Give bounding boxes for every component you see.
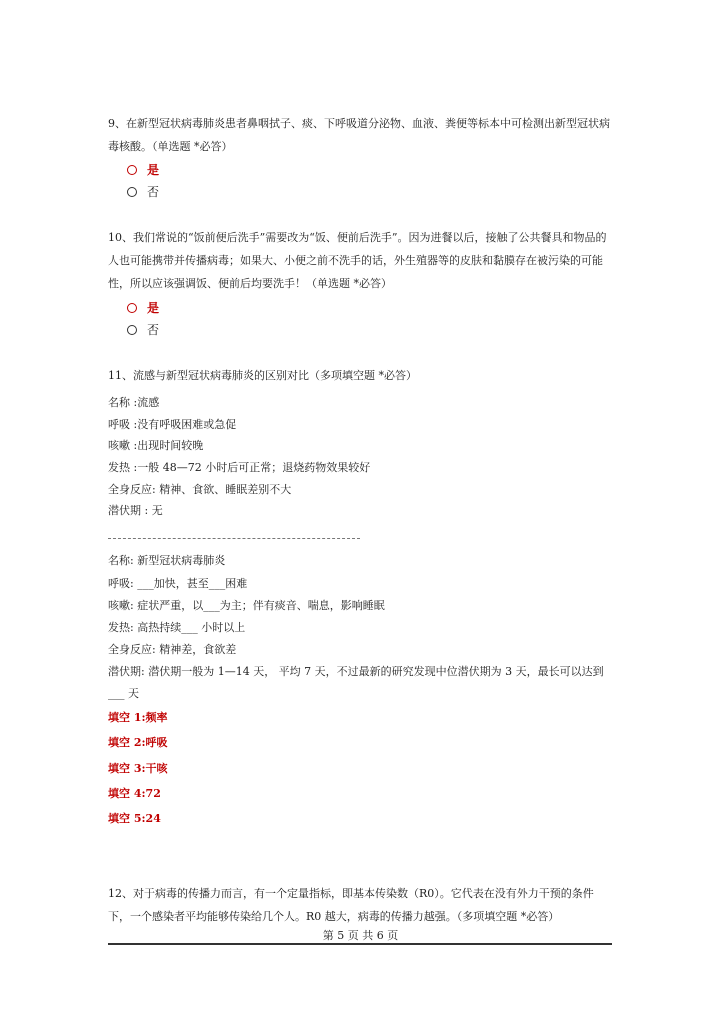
radio-icon: [127, 303, 137, 313]
dashed-divider: [108, 538, 360, 539]
covid-cough: 咳嗽: 症状严重，以___为主；伴有痰音、喘息，影响睡眠: [108, 599, 385, 612]
question-10-text: 10、我们常说的“饭前便后洗手”需要改为“饭、便前后洗手”。因为进餐以后，接触了公共餐具和物品的人也可能携带并传播病毒；如果大、小便之前不洗手的话，外生殖器等的皮肤和黏膜存在被污染的可能性，所以应该强调饭、便前后均要洗手！（单选题 *必答）: [108, 231, 607, 290]
flu-incubation: 潜伏期 : 无: [108, 504, 163, 517]
answer-2: 填空 2:呼吸: [108, 736, 168, 749]
q10-option-yes[interactable]: [127, 298, 159, 318]
q9-option-yes[interactable]: [127, 160, 159, 180]
covid-breathing: 呼吸: ___加快，甚至___困难: [108, 577, 248, 590]
answer-5: 填空 5:24: [108, 812, 161, 825]
option-label: 否: [147, 185, 160, 199]
q9-option-no[interactable]: [127, 182, 159, 202]
flu-cough: 咳嗽 :出现时间较晚: [108, 439, 204, 452]
covid-fever: 发热: 高热持续___ 小时以上: [108, 621, 246, 634]
answer-1: 填空 1:频率: [108, 711, 168, 724]
footer-rule: [108, 943, 612, 945]
answer-3: 填空 3:干咳: [108, 762, 168, 775]
flu-systemic: 全身反应: 精神、食欲、睡眠差别不大: [108, 483, 292, 496]
answer-4: 填空 4:72: [108, 787, 161, 800]
option-label: 否: [147, 323, 160, 337]
q10-option-no[interactable]: [127, 320, 159, 340]
covid-systemic: 全身反应: 精神差，食欲差: [108, 643, 237, 656]
covid-incubation-cont: ___ 天: [108, 687, 139, 700]
covid-name: 名称: 新型冠状病毒肺炎: [108, 554, 226, 567]
flu-fever: 发热 :一般 48—72 小时后可正常；退烧药物效果较好: [108, 461, 371, 474]
page-number: 第 5 页 共 6 页: [322, 929, 399, 942]
option-label: 是: [147, 301, 160, 315]
covid-incubation: 潜伏期: 潜伏期一般为 1—14 天， 平均 7 天，不过最新的研究发现中位潜伏期为 3 天，最长可以达到: [108, 665, 604, 678]
option-label: 是: [147, 163, 160, 177]
question-12-text: 12、对于病毒的传播力而言，有一个定量指标，即基本传染数（R0）。它代表在没有外力干预的条件下，一个感染者平均能够传染给几个人。R0 越大，病毒的传播力越强。（多项填空题 *必答）: [108, 887, 594, 923]
question-11-title: 11、流感与新型冠状病毒肺炎的区别对比（多项填空题 *必答）: [108, 369, 417, 382]
flu-breathing: 呼吸 :没有呼吸困难或急促: [108, 418, 237, 431]
radio-icon: [127, 187, 137, 197]
radio-icon: [127, 165, 137, 175]
question-9-text: 9、在新型冠状病毒肺炎患者鼻咽拭子、痰、下呼吸道分泌物、血液、粪便等标本中可检测出新型冠状病毒核酸。（单选题 *必答）: [108, 117, 610, 153]
radio-icon: [127, 325, 137, 335]
flu-name: 名称 :流感: [108, 396, 160, 409]
